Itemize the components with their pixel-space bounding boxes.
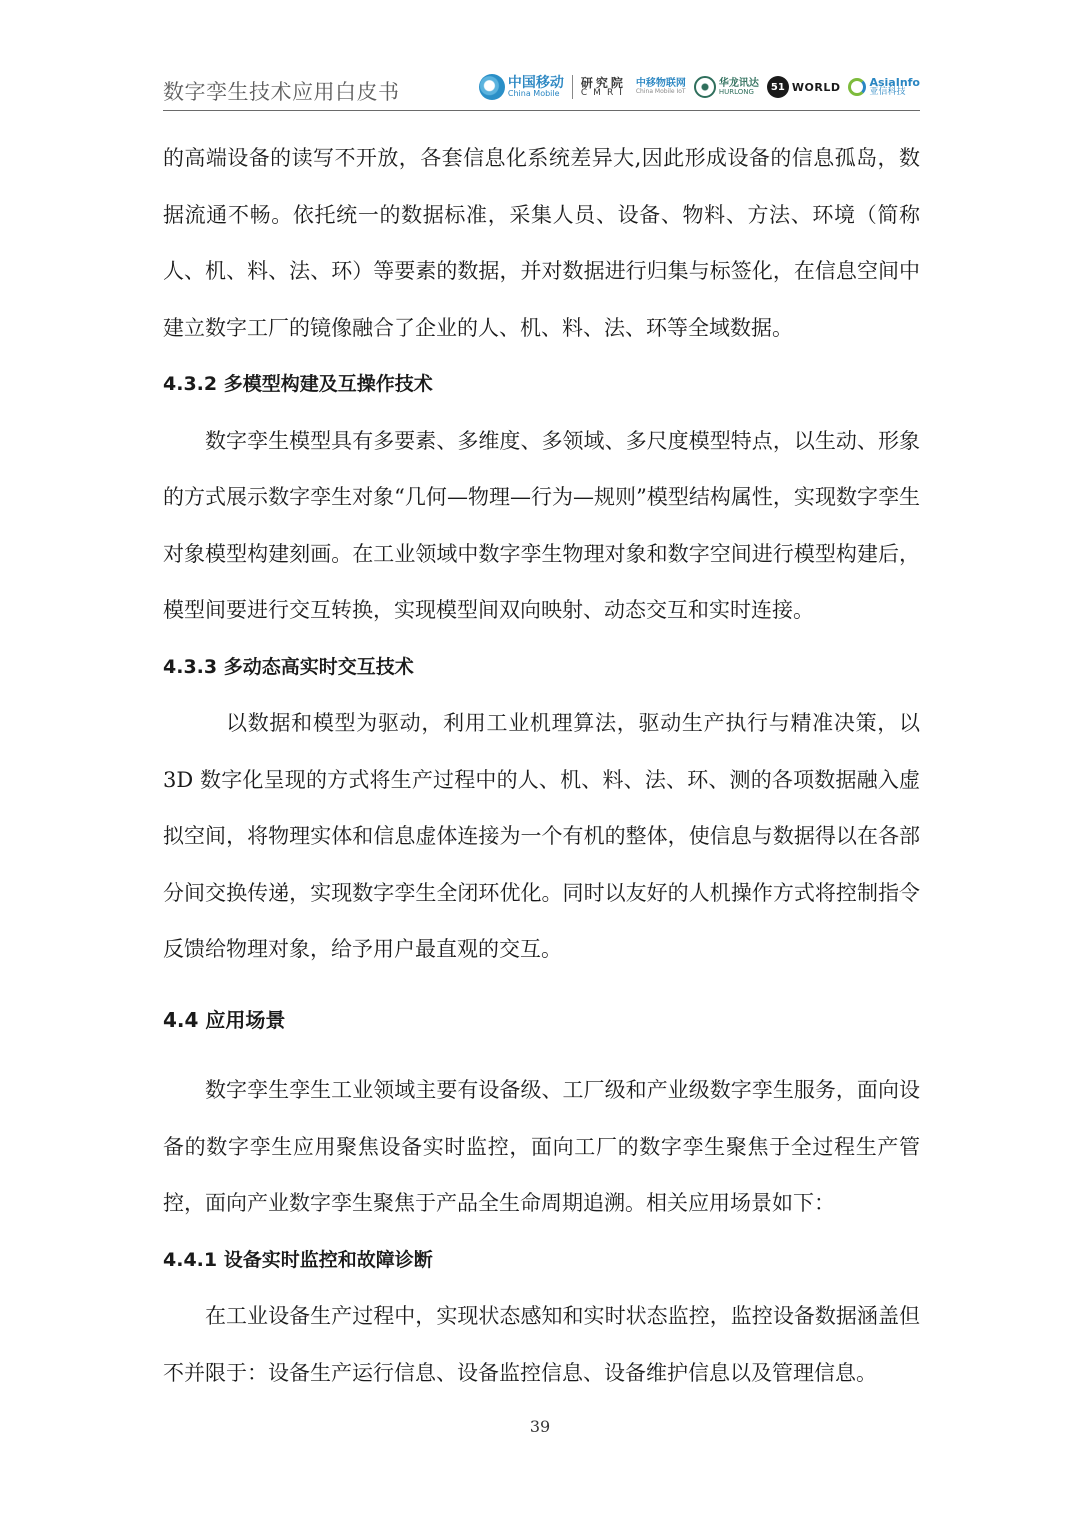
china-mobile-icon bbox=[479, 74, 505, 100]
hurlong-cn: 华龙讯达 bbox=[718, 77, 759, 89]
asiainfo-icon bbox=[848, 78, 866, 96]
iot-logo bbox=[636, 79, 686, 95]
paragraph-equipment-monitoring: 在工业设备生产过程中，实现状态感知和实时状态监控，监控设备数据涵盖但不并限于：设备生产运行信息、设备监控信息、设备维护信息以及管理信息。 bbox=[163, 1304, 920, 1385]
paragraph-application-scenarios: 数字孪生孪生工业领域主要有设备级、工厂级和产业级数字孪生服务，面向设备的数字孪生应用聚焦设备实时监控，面向工厂的数字孪生聚焦于全过程生产管控，面向产业数字孪生聚焦于产品全生命周期追溯。相关应用场景如下： bbox=[163, 1078, 920, 1215]
hurlong-en: HURLONG bbox=[718, 87, 754, 96]
cmri-cn: 研究院 bbox=[580, 75, 626, 90]
china-mobile-en: China Mobile bbox=[507, 89, 560, 98]
cmri-logo bbox=[581, 77, 628, 98]
iot-cn: 中移物联网 bbox=[635, 78, 686, 89]
51world-logo bbox=[767, 76, 841, 98]
cmri-en: CMRI bbox=[580, 87, 628, 98]
hurlong-icon bbox=[694, 76, 716, 98]
paragraph-multi-model: 数字孪生模型具有多要素、多维度、多领域、多尺度模型特点，以生动、形象的方式展示数字孪生对象“几何—物理—行为—规则”模型结构属性，实现数字孪生对象模型构建刻画。在工业领域中数字孪生物理对象和数字空间进行模型构建后，模型间要进行交互转换，实现模型间双向映射、动态交互和实时连接。 bbox=[163, 428, 920, 622]
partner-logos bbox=[479, 71, 920, 103]
header-title: 数字孪生技术应用白皮书 bbox=[163, 80, 400, 104]
heading-4-3-3: 4.3.3 多动态高实时交互技术 bbox=[163, 655, 414, 678]
heading-4-4: 4.4 应用场景 bbox=[163, 1007, 286, 1032]
iot-en: China Mobile IoT bbox=[635, 88, 686, 95]
heading-4-4-1: 4.4.1 设备实时监控和故障诊断 bbox=[163, 1248, 433, 1271]
heading-4-3-2: 4.3.2 多模型构建及互操作技术 bbox=[163, 373, 433, 395]
page-header bbox=[163, 66, 920, 111]
page-number: 39 bbox=[529, 1417, 551, 1436]
paragraph-realtime-interaction: 以数据和模型为驱动，利用工业机理算法，驱动生产执行与精准决策，以3D 数字化呈现的方式将生产过程中的人、机、料、法、环、测的各项数据融入虚拟空间，将物理实体和信息虚体连接为一个有机的整体，使信息与数据得以在各部分间交换传递，实现数字孪生全闭环优化。同时以友好的人机操作方式将控制指令反馈给物理对象，给予用户最直观的交互。 bbox=[163, 711, 920, 961]
page-body bbox=[163, 130, 920, 1401]
asiainfo-cn: 亚信科技 bbox=[869, 87, 906, 97]
asiainfo-en: AsiaInfo bbox=[869, 76, 920, 89]
51world-icon: 51 bbox=[767, 76, 789, 98]
51world-text: WORLD bbox=[791, 80, 841, 94]
china-mobile-cn: 中国移动 bbox=[507, 75, 564, 91]
asiainfo-logo bbox=[848, 77, 920, 97]
logo-divider bbox=[572, 75, 573, 99]
china-mobile-logo bbox=[479, 74, 564, 100]
paragraph-data-silos: 的高端设备的读写不开放，各套信息化系统差异大,因此形成设备的信息孤岛，数据流通不畅。依托统一的数据标准，采集人员、设备、物料、方法、环境（简称人、机、料、法、环）等要素的数据，并对数据进行归集与标签化，在信息空间中建立数字工厂的镜像融合了企业的人、机、料、法、环等全域数据。 bbox=[163, 146, 920, 340]
hurlong-logo bbox=[694, 76, 759, 98]
